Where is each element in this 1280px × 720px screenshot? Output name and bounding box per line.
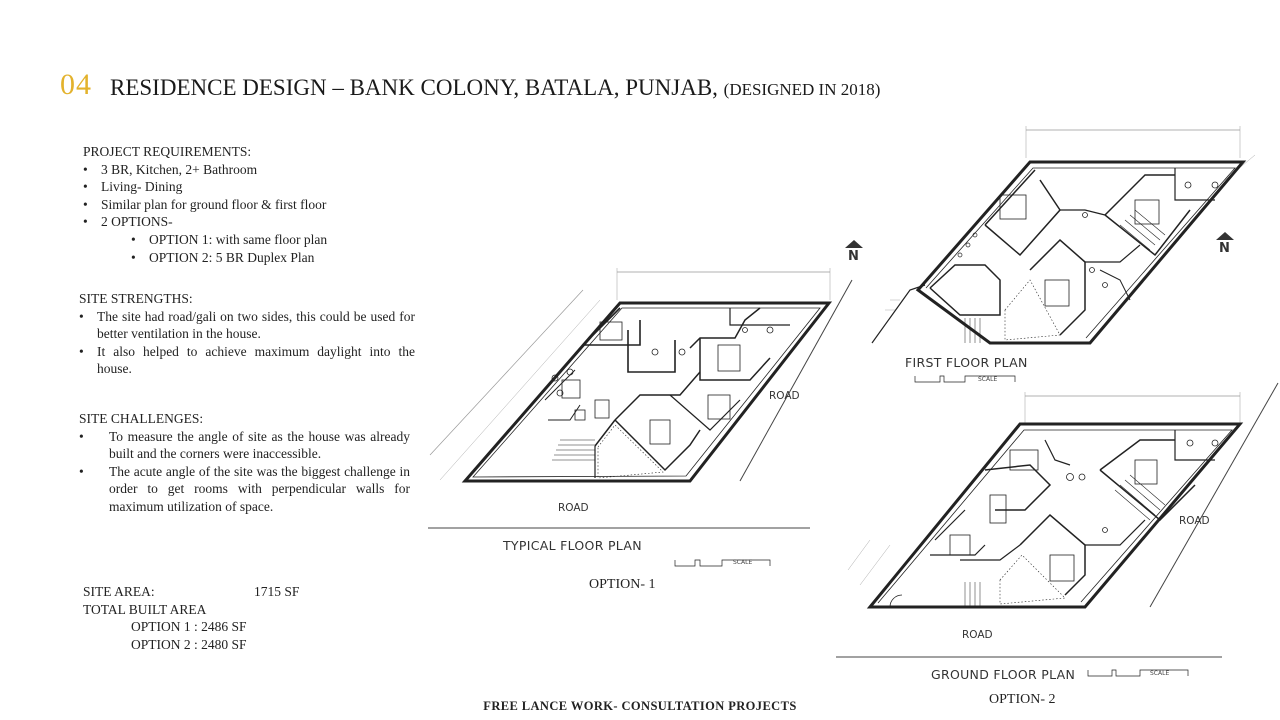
svg-text:SCALE: SCALE	[978, 376, 998, 383]
list-item: • OPTION 1: with same floor plan	[131, 231, 413, 249]
site-area-value: 1715 SF	[254, 584, 300, 599]
list-item: • 3 BR, Kitchen, 2+ Bathroom	[83, 161, 413, 179]
option-1-label: OPTION- 1	[589, 577, 656, 592]
list-item: • OPTION 2: 5 BR Duplex Plan	[131, 249, 413, 267]
svg-text:SCALE: SCALE	[733, 559, 753, 566]
first-floor-plan-drawing	[872, 126, 1255, 383]
section-number: 04	[60, 68, 92, 101]
list-item: • The site had road/gali on two sides, this could be used for better ventilation in the house.	[79, 308, 415, 343]
north-arrow-icon	[1216, 232, 1234, 240]
site-area-label: SITE AREA:	[83, 584, 155, 599]
challenges-heading: SITE CHALLENGES:	[79, 411, 204, 426]
footer-text: FREE LANCE WORK- CONSULTATION PROJECTS	[483, 699, 797, 713]
list-item: • Similar plan for ground floor & first floor	[83, 196, 413, 214]
page-title-text: RESIDENCE DESIGN – BANK COLONY, BATALA, PUNJAB,	[110, 75, 718, 100]
road-label: ROAD	[558, 502, 589, 514]
north-label: N	[1219, 241, 1231, 256]
list-item: • 2 OPTIONS-	[83, 213, 413, 231]
first-floor-plan-label: FIRST FLOOR PLAN	[905, 355, 1028, 370]
ground-floor-plan-drawing	[836, 383, 1278, 677]
road-label: ROAD	[1179, 515, 1210, 527]
ground-floor-plan-label: GROUND FLOOR PLAN	[931, 667, 1076, 682]
typical-floor-plan-label: TYPICAL FLOOR PLAN	[503, 538, 642, 553]
strengths-heading: SITE STRENGTHS:	[79, 291, 193, 306]
typical-floor-plan-drawing	[428, 268, 852, 566]
north-arrow-icon	[845, 240, 863, 248]
list-item: • Living- Dining	[83, 178, 413, 196]
road-label: ROAD	[769, 390, 800, 402]
north-label: N	[848, 249, 860, 264]
option-2-label: OPTION- 2	[989, 692, 1056, 707]
svg-text:SCALE: SCALE	[1150, 670, 1170, 677]
list-item: • To measure the angle of site as the house was already built and the corners were inaccessible.	[79, 428, 410, 463]
built-area-label: TOTAL BUILT AREA	[83, 601, 207, 617]
road-label: ROAD	[962, 629, 993, 641]
list-item: • It also helped to achieve maximum daylight into the house.	[79, 343, 415, 378]
built-area-option1: OPTION 1 : 2486 SF	[131, 619, 247, 635]
built-area-option2: OPTION 2 : 2480 SF	[131, 636, 247, 652]
list-item: • The acute angle of the site was the biggest challenge in order to get rooms with perpendicular walls for maximum utilization of space.	[79, 463, 410, 516]
requirements-heading: PROJECT REQUIREMENTS:	[83, 144, 252, 159]
page-subtitle: (DESIGNED IN 2018)	[723, 80, 881, 99]
